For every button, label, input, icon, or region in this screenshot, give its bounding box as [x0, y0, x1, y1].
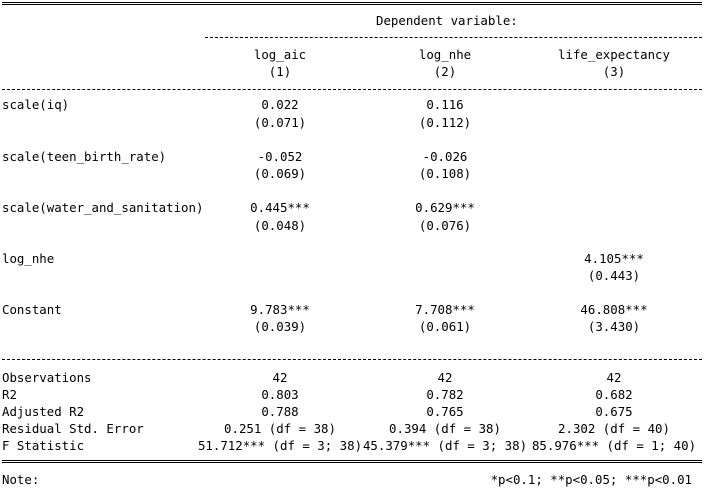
header-bottom-rule — [2, 89, 702, 90]
se-cell: (0.061) — [418, 319, 472, 334]
coef-cell: 46.808*** — [580, 302, 648, 317]
stat-cell: 0.394 (df = 38) — [389, 421, 501, 436]
row-label: scale(iq) — [2, 97, 70, 112]
coef-cell: 0.022 — [261, 97, 299, 112]
stat-cell: 2.302 (df = 40) — [558, 421, 670, 436]
coef-cell: 4.105*** — [584, 251, 644, 266]
stat-cell: 0.682 — [595, 387, 633, 402]
stat-cell: 42 — [272, 370, 288, 385]
se-cell: (0.076) — [418, 218, 472, 233]
note-label: Note: — [2, 472, 40, 487]
coef-cell: -0.052 — [257, 149, 303, 164]
stat-label: Adjusted R2 — [2, 404, 85, 419]
se-cell: (3.430) — [587, 319, 641, 334]
stat-cell: 0.765 — [426, 404, 464, 419]
coef-cell: 0.116 — [426, 97, 464, 112]
se-cell: (0.039) — [253, 319, 307, 334]
column-1-name: log_aic — [253, 47, 307, 62]
stat-cell: 0.803 — [261, 387, 299, 402]
column-2-number: (2) — [433, 64, 457, 79]
stat-label: R2 — [2, 387, 17, 402]
stat-cell: 51.712*** (df = 3; 38) — [197, 438, 363, 453]
stat-label: F Statistic — [2, 438, 85, 453]
column-2-name: log_nhe — [418, 47, 472, 62]
row-label: log_nhe — [2, 251, 55, 266]
stat-cell: 0.782 — [426, 387, 464, 402]
stat-cell: 85.976*** (df = 1; 40) — [531, 438, 697, 453]
stat-cell: 0.675 — [595, 404, 633, 419]
se-cell: (0.108) — [418, 166, 472, 181]
coef-cell: 9.783*** — [250, 302, 310, 317]
column-3-name: life_expectancy — [558, 47, 670, 62]
stat-cell: 42 — [437, 370, 453, 385]
stat-cell: 42 — [606, 370, 622, 385]
stat-cell: 45.379*** (df = 3; 38) — [362, 438, 528, 453]
se-cell: (0.069) — [253, 166, 307, 181]
bottom-double-rule — [2, 460, 702, 463]
coef-cell: 7.708*** — [415, 302, 475, 317]
stat-label: Observations — [2, 370, 92, 385]
stat-cell: 0.788 — [261, 404, 299, 419]
se-cell: (0.443) — [587, 268, 641, 283]
dependent-variable-label: Dependent variable: — [376, 13, 518, 28]
stat-label: Residual Std. Error — [2, 421, 144, 436]
row-label: Constant — [2, 302, 62, 317]
stats-top-rule — [2, 359, 702, 360]
top-double-rule — [2, 2, 702, 5]
coef-cell: 0.629*** — [415, 200, 475, 215]
header-underline — [205, 37, 702, 38]
se-cell: (0.048) — [253, 218, 307, 233]
coef-cell: 0.445*** — [250, 200, 310, 215]
row-label: scale(teen_birth_rate) — [2, 149, 167, 164]
row-label: scale(water_and_sanitation) — [2, 200, 204, 215]
column-1-number: (1) — [268, 64, 292, 79]
significance-note: *p<0.1; **p<0.05; ***p<0.01 — [490, 472, 692, 487]
se-cell: (0.112) — [418, 115, 472, 130]
stat-cell: 0.251 (df = 38) — [224, 421, 336, 436]
coef-cell: -0.026 — [422, 149, 468, 164]
column-3-number: (3) — [602, 64, 626, 79]
se-cell: (0.071) — [253, 115, 307, 130]
